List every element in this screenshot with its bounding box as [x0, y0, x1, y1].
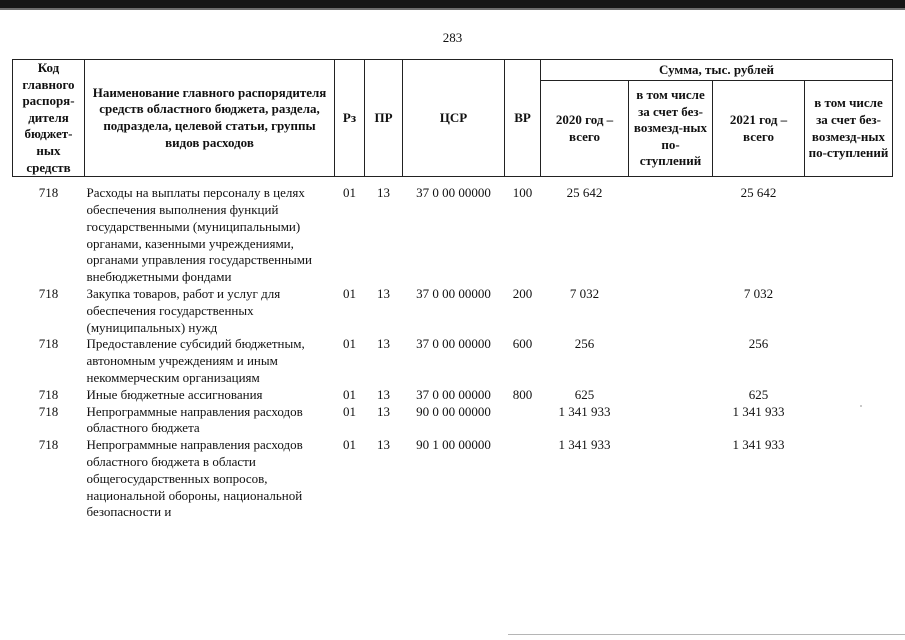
header-sum-group: Сумма, тыс. рублей: [541, 60, 893, 81]
cell-grants-2021: [805, 437, 893, 521]
cell-name: Предоставление субсидий бюджетным, автономным учреждениям и иным некоммерческим организациям: [86, 336, 305, 385]
cell-grants-2021: [805, 404, 893, 438]
cell-vr: [505, 437, 541, 521]
table-body: [13, 177, 893, 521]
header-name: Наименование главного распорядителя средств областного бюджета, раздела, подраздела, целевой статьи, группы видов расходов: [85, 60, 335, 177]
cell-csr: 37 0 00 00000: [416, 386, 491, 402]
scan-speck: [860, 405, 862, 407]
cell-rz: 01: [343, 336, 356, 352]
cell-csr: 90 0 00 00000: [416, 403, 491, 419]
header-vr: ВР: [505, 60, 541, 177]
table-header: [13, 60, 893, 177]
table-row: [13, 286, 893, 336]
cell-code: 718: [38, 285, 59, 301]
cell-pr: 13: [377, 386, 390, 402]
table-row: [13, 387, 893, 404]
header-csr: ЦСР: [403, 60, 505, 177]
page-number: 283: [442, 30, 463, 45]
cell-vr: 200: [512, 285, 533, 301]
cell-pr: 13: [377, 185, 390, 201]
cell-pr: 13: [377, 437, 390, 453]
header-2021-grants: в том числе за счет без-возмезд-ных по-ступлений: [805, 81, 893, 177]
header-2020-total: 2020 год – всего: [541, 81, 629, 177]
cell-grants-2020: [629, 286, 713, 336]
scan-bottom-rule: [508, 634, 905, 635]
cell-name: Расходы на выплаты персоналу в целях обеспечения выполнения функций государственными (муниципальными) органами, казенными учреждениями, органами управления государственными внебюджетными фондами: [86, 185, 312, 285]
cell-sum-2020: 1 341 933: [558, 403, 611, 419]
cell-name: Непрограммные направления расходов областного бюджета в области общегосударственных вопросов, национальной обороны, национальной безопасности и: [86, 437, 303, 520]
cell-rz: 01: [343, 386, 356, 402]
table-row: [13, 177, 893, 286]
header-pr: ПР: [365, 60, 403, 177]
scan-top-border: [0, 0, 905, 8]
table-row: [13, 404, 893, 438]
cell-csr: 37 0 00 00000: [416, 285, 491, 301]
cell-grants-2021: [805, 177, 893, 286]
table-row: [13, 336, 893, 386]
cell-vr: 100: [512, 185, 533, 201]
cell-sum-2020: 1 341 933: [558, 437, 611, 453]
cell-code: 718: [38, 403, 59, 419]
cell-pr: 13: [377, 336, 390, 352]
cell-pr: 13: [377, 285, 390, 301]
cell-sum-2021: 25 642: [740, 185, 777, 201]
header-code: Код главного распоря-дителя бюджет-ных средств: [13, 60, 85, 177]
cell-grants-2021: [805, 387, 893, 404]
cell-sum-2021: 1 341 933: [732, 403, 785, 419]
header-rz: Рз: [335, 60, 365, 177]
cell-csr: 37 0 00 00000: [416, 336, 491, 352]
cell-pr: 13: [377, 403, 390, 419]
cell-csr: 90 1 00 00000: [416, 437, 491, 453]
cell-sum-2020: 25 642: [566, 185, 603, 201]
cell-sum-2021: 625: [748, 386, 769, 402]
cell-sum-2020: 7 032: [569, 285, 600, 301]
cell-grants-2020: [629, 387, 713, 404]
cell-sum-2021: 1 341 933: [732, 437, 785, 453]
header-2021-total: 2021 год – всего: [713, 81, 805, 177]
cell-grants-2021: [805, 286, 893, 336]
cell-grants-2020: [629, 336, 713, 386]
cell-sum-2021: 256: [748, 336, 769, 352]
cell-grants-2020: [629, 437, 713, 521]
budget-table: [12, 59, 893, 521]
cell-sum-2021: 7 032: [743, 285, 774, 301]
cell-code: 718: [38, 336, 59, 352]
cell-grants-2020: [629, 404, 713, 438]
cell-sum-2020: 256: [574, 336, 595, 352]
cell-code: 718: [38, 437, 59, 453]
cell-vr: [505, 404, 541, 438]
cell-csr: 37 0 00 00000: [416, 185, 491, 201]
cell-vr: 800: [512, 386, 533, 402]
cell-grants-2021: [805, 336, 893, 386]
table-row: [13, 437, 893, 521]
scan-top-border-shadow: [0, 8, 905, 10]
cell-name: Закупка товаров, работ и услуг для обеспечения государственных (муниципальных) нужд: [86, 285, 281, 335]
cell-rz: 01: [343, 437, 356, 453]
cell-rz: 01: [343, 403, 356, 419]
cell-name: Иные бюджетные ассигнования: [86, 386, 263, 402]
cell-code: 718: [38, 386, 59, 402]
cell-sum-2020: 625: [574, 386, 595, 402]
cell-rz: 01: [343, 285, 356, 301]
cell-grants-2020: [629, 177, 713, 286]
cell-name: Непрограммные направления расходов областного бюджета: [86, 403, 303, 436]
cell-code: 718: [38, 185, 59, 201]
header-2020-grants: в том числе за счет без-возмезд-ных по-ступлений: [629, 81, 713, 177]
cell-rz: 01: [343, 185, 356, 201]
cell-vr: 600: [512, 336, 533, 352]
